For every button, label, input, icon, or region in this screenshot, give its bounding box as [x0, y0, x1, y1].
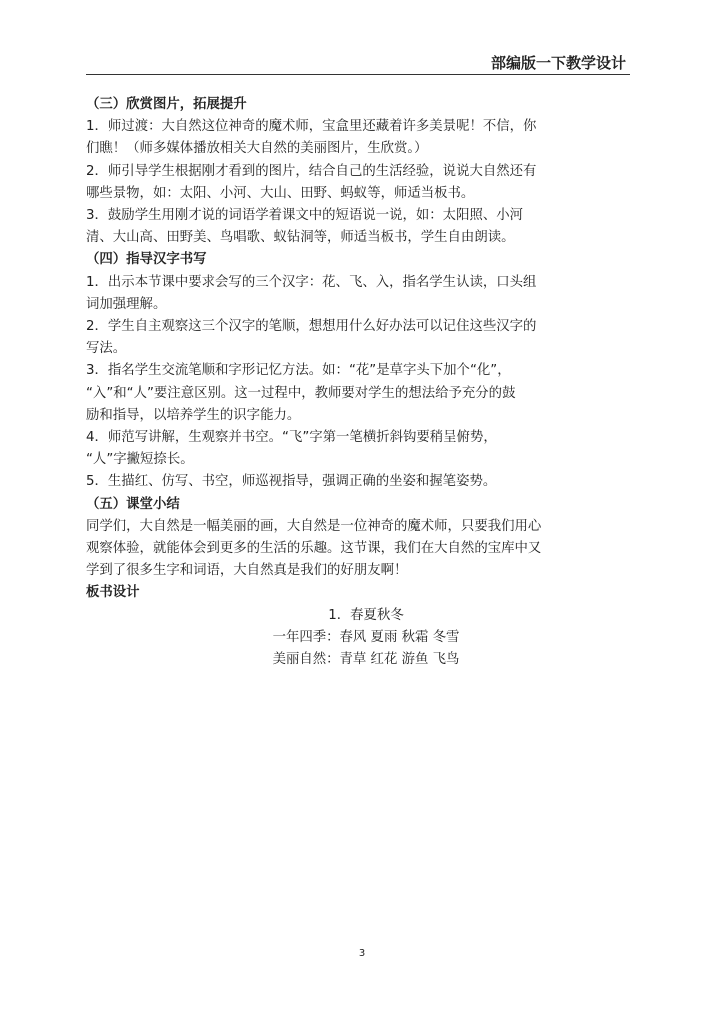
header-title: 部编版一下教学设计 — [490, 54, 626, 72]
paragraph-line: 词加强理解。 — [86, 296, 167, 312]
paragraph-line: 清、大山高、田野美、鸟唱歌、蚁钻洞等，师适当板书，学生自由朗读。 — [86, 230, 515, 246]
board-line: 1．春夏秋冬 — [328, 607, 404, 623]
paragraph-line: 4．师范写讲解，生观察并书空。“飞”字第一笔横折斜钩要稍呈俯势， — [86, 430, 497, 446]
paragraph-line: 励和指导，以培养学生的识字能力。 — [86, 407, 301, 423]
page-header — [86, 48, 630, 75]
section-heading: （五）课堂小结 — [86, 496, 180, 512]
paragraph-line: 哪些景物，如：太阳、小河、大山、田野、蚂蚁等，师适当板书。 — [86, 185, 475, 201]
paragraph-line: 同学们，大自然是一幅美丽的画，大自然是一位神奇的魔术师，只要我们用心 — [86, 518, 542, 534]
paragraph-line: 写法。 — [86, 341, 127, 357]
board-line: 一年四季：春风 夏雨 秋霜 冬雪 — [272, 629, 460, 645]
paragraph-line: 观察体验，就能体会到更多的生活的乐趣。这节课，我们在大自然的宝库中又 — [86, 541, 542, 557]
paragraph-line: 5．生描红、仿写、书空，师巡视指导，强调正确的坐姿和握笔姿势。 — [86, 474, 497, 490]
section-heading: （三）欣赏图片，拓展提升 — [86, 97, 247, 112]
paragraph-line: 们瞧！（师多媒体播放相关大自然的美丽图片，生欣赏。） — [86, 141, 428, 157]
paragraph-line: 学到了很多生字和词语，大自然真是我们的好朋友啊！ — [86, 563, 408, 579]
paragraph-line: 3．鼓励学生用刚才说的词语学着课文中的短语说一说，如：太阳照、小河 — [86, 208, 524, 224]
board-line: 美丽自然：青草 红花 游鱼 飞鸟 — [272, 652, 460, 668]
board-design-title: 板书设计 — [86, 585, 140, 601]
section-heading: （四）指导汉字书写 — [86, 252, 207, 268]
paragraph-line: “人”字撇短捺长。 — [86, 452, 194, 468]
paragraph-line: 3．指名学生交流笔顺和字形记忆方法。如：“花”是草字头下加个“化”， — [86, 363, 511, 379]
paragraph-line: 2．师引导学生根据刚才看到的图片，结合自己的生活经验，说说大自然还有 — [86, 163, 537, 179]
paragraph-line: 1．出示本节课中要求会写的三个汉字：花、飞、入，指名学生认读，口头组 — [86, 274, 537, 290]
paragraph-line: 2．学生自主观察这三个汉字的笔顺，想想用什么好办法可以记住这些汉字的 — [86, 319, 537, 335]
paragraph-line: “入”和“人”要注意区别。这一过程中，教师要对学生的想法给予充分的鼓 — [86, 385, 516, 401]
page-number: 3 — [358, 948, 366, 959]
paragraph-line: 1．师过渡：大自然这位神奇的魔术师，宝盒里还藏着许多美景呢！不信，你 — [86, 119, 537, 135]
document-body — [86, 94, 586, 671]
